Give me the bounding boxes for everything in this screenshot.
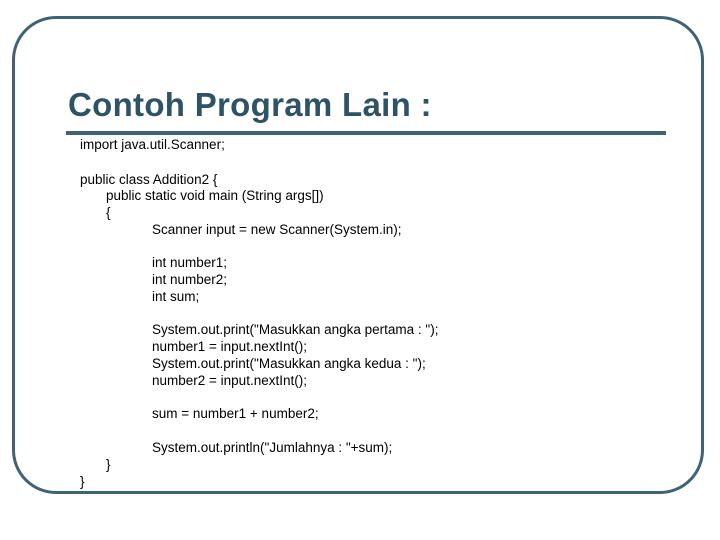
code-line-read-number1: number1 = input.nextInt(); <box>152 339 307 354</box>
code-line-read-number2: number2 = input.nextInt(); <box>152 373 307 388</box>
code-line-prompt-second: System.out.print("Masukkan angka kedua : "); <box>152 356 426 371</box>
code-line-close-method: } <box>106 457 111 472</box>
code-line-declare-sum: int sum; <box>152 289 200 304</box>
code-line-prompt-first: System.out.print("Masukkan angka pertama : "); <box>152 322 439 337</box>
code-line-declare-number1: int number1; <box>152 255 228 270</box>
code-line-main-method: public static void main (String args[]) <box>106 188 324 203</box>
title-underline <box>66 131 666 135</box>
slide-title: Contoh Program Lain : <box>68 86 432 123</box>
code-line-import: import java.util.Scanner; <box>80 137 225 152</box>
code-line-compute-sum: sum = number1 + number2; <box>152 406 319 421</box>
code-line-close-class: } <box>80 474 85 489</box>
code-line-class-declaration: public class Addition2 { <box>80 172 218 187</box>
code-line-open-brace: { <box>106 205 111 220</box>
code-line-scanner: Scanner input = new Scanner(System.in); <box>152 222 402 237</box>
code-line-declare-number2: int number2; <box>152 272 228 287</box>
code-line-print-result: System.out.println("Jumlahnya : "+sum); <box>152 440 393 455</box>
